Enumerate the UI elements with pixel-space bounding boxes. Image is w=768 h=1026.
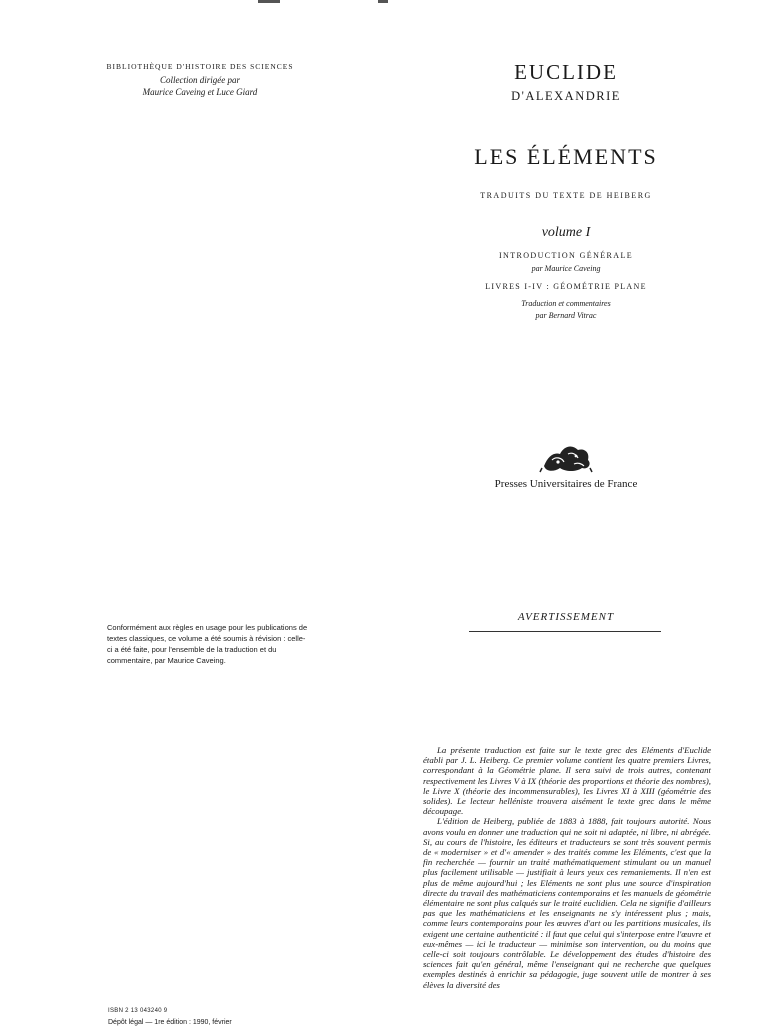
books-range: LIVRES I-IV : GÉOMÉTRIE PLANE (485, 282, 647, 291)
series-block (100, 62, 300, 98)
legal-deposit: Dépôt légal — 1re édition : 1990, février (108, 1019, 232, 1026)
series-directed-by: Collection dirigée par (160, 75, 240, 85)
translation-author: par Bernard Vitrac (535, 311, 597, 320)
volume-label: volume I (541, 225, 591, 240)
foreword-text (423, 745, 711, 990)
author-origin: D'ALEXANDRIE (511, 89, 621, 103)
book-subtitle: TRADUITS DU TEXTE DE HEIBERG (480, 191, 652, 200)
series-directors: Maurice Caveing et Luce Giard (142, 87, 258, 97)
intro-author: par Maurice Caveing (531, 264, 601, 273)
translation-label: Traduction et commentaires (521, 299, 611, 308)
series-title: BIBLIOTHÈQUE D'HISTOIRE DES SCIENCES (106, 62, 294, 71)
revision-note: Conformément aux règles en usage pour les publications de textes classiques, ce volume a été soumis à révision : celle-ci a été faite, pour l'ensemble de la traduction et du commentaire, par Maurice Caveing. (107, 623, 308, 665)
title-divider (469, 631, 661, 632)
publisher-name: Presses Universitaires de France (494, 478, 638, 490)
book-title: LES ÉLÉMENTS (474, 144, 658, 169)
paragraph: La présente traduction est faite sur le texte grec des Eléments d'Euclide établi par J. L. Heiberg. Ce premier volume contient les quatre premiers Livres, correspondant à la Géométrie plane. Il sera suivi de trois autres, contenant respectivement les Livres V à IX (théorie des proportions et théorie des nombres), le Livre X (théorie des incommensurables), les Livres XI à XIII (géométrie des solides). Le lecteur helléniste trouvera aisément le texte grec dans le même découpage. (423, 745, 711, 817)
publisher-emblem-icon (538, 438, 594, 474)
intro-title: INTRODUCTION GÉNÉRALE (498, 251, 634, 260)
crop-mark (258, 0, 280, 3)
author-name: EUCLIDE (514, 60, 618, 84)
isbn: ISBN 2 13 043240 9 (108, 1008, 168, 1014)
crop-mark (378, 0, 388, 3)
paragraph: L'édition de Heiberg, publiée de 1883 à 1888, fait toujours autorité. Nous avons voulu en donner une traduction qui ne soit ni adaptée, ni libre, ni abrégée. Si, au cours de l'histoire, les éditeurs et traducteurs se sont très souvent permis de « moderniser » et d'« amender » des traités comme les Eléments, c'est que la fin recherchée — fournir un traité mathématiquement stimulant ou un manuel plus facilement utilisable — justifiait à leurs yeux ces remaniements. Il n'en est plus de même aujourd'hui ; les Eléments ne sont plus une source d'inspiration directe du travail des mathématiciens contemporains et les manuels de géométrie élémentaire ne sont plus calqués sur le traité euclidien. Cela ne signifie d'ailleurs pas que les mathématiciens et les enseignants ne s'y intéressent plus ; mais, comme leurs contemporains pour les œuvres d'art ou les partitions musicales, ils exigent une certaine authenticité : il faut que celui qui s'interpose entre l'œuvre et eux-mêmes — ici le traducteur — minimise son intervention, ou du moins que celle-ci soit toujours contrôlable. Le développement des études d'histoire des sciences fait qu'en général, même l'enseignant qui ne recherche que quelques exemples destinés à enrichir sa pédagogie, juge souvent utile de montrer à ses élèves la diversité des (423, 816, 711, 990)
section-title: AVERTISSEMENT (517, 611, 615, 623)
